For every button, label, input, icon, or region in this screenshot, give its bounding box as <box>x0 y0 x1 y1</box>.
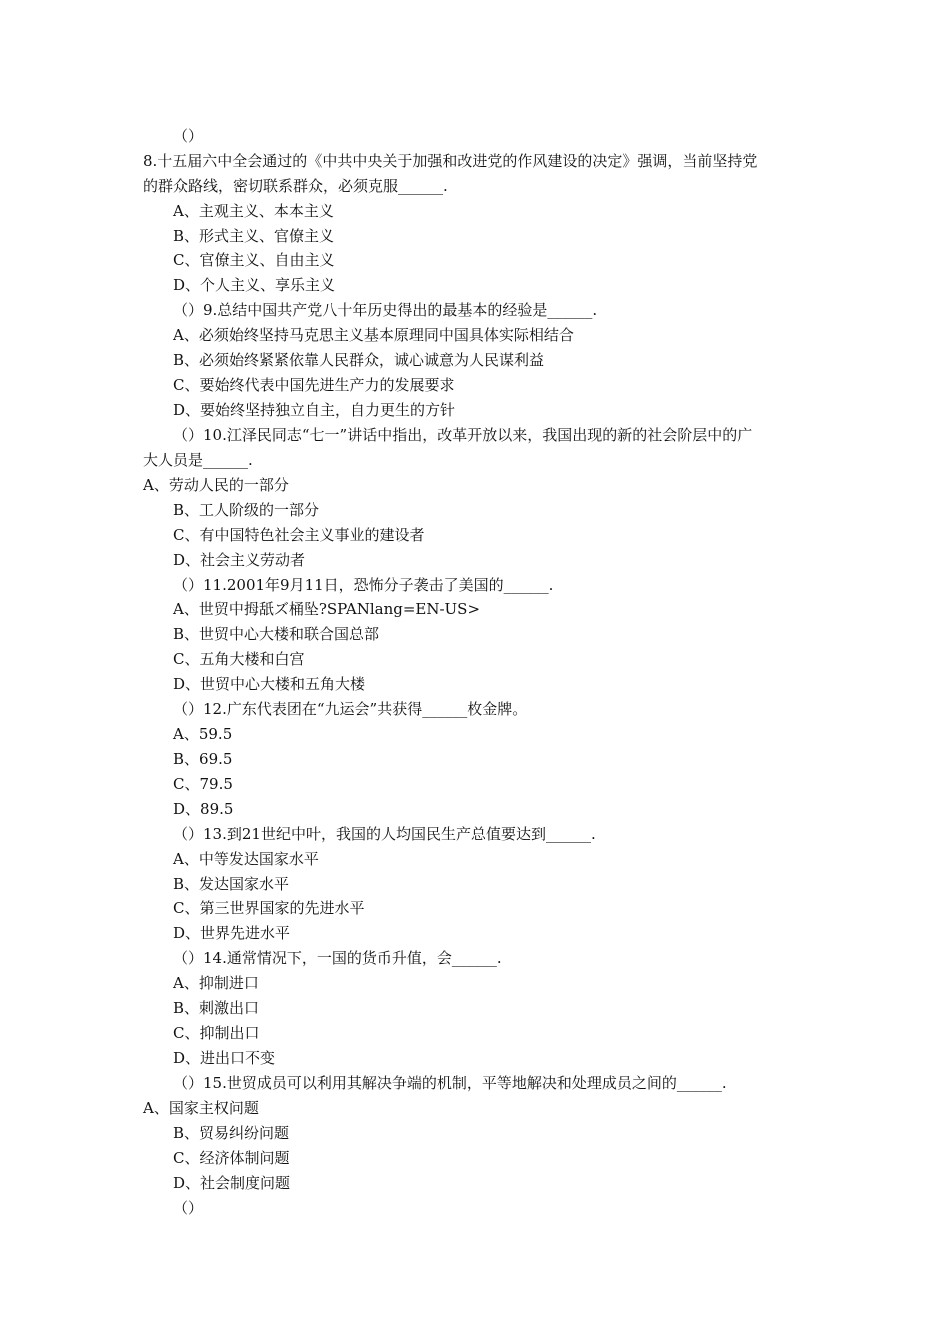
text-line: C、五角大楼和白宫 <box>173 650 305 668</box>
text-line: B、69.5 <box>173 750 233 768</box>
text-line: D、社会主义劳动者 <box>173 551 306 569</box>
text-line: C、要始终代表中国先进生产力的发展要求 <box>173 376 455 394</box>
text-line: B、发达国家水平 <box>173 875 290 893</box>
text-line: （） <box>173 127 204 145</box>
text-line: C、有中国特色社会主义事业的建设者 <box>173 526 425 544</box>
text-line: A、59.5 <box>173 725 233 743</box>
text-line: （）15.世贸成员可以利用其解决争端的机制，平等地解决和处理成员之间的______. <box>173 1074 727 1092</box>
text-line: 大人员是______. <box>143 451 253 469</box>
text-line: A、必须始终坚持马克思主义基本原理同中国具体实际相结合 <box>173 326 574 344</box>
text-line: A、抑制进口 <box>173 974 259 992</box>
text-line: C、第三世界国家的先进水平 <box>173 899 365 917</box>
text-line: 8.十五届六中全会通过的《中共中央关于加强和改进党的作风建设的决定》强调，当前坚持党 <box>143 152 758 170</box>
text-line: D、要始终坚持独立自主，自力更生的方针 <box>173 401 456 419</box>
text-line: C、抑制出口 <box>173 1024 260 1042</box>
text-line: B、形式主义、官僚主义 <box>173 227 335 245</box>
text-line: D、世贸中心大楼和五角大楼 <box>173 675 366 693</box>
text-line: A、主观主义、本本主义 <box>173 202 334 220</box>
text-line: A、世贸中拇舐ズ桶坠?SPANlang=EN-US> <box>173 600 481 618</box>
text-line: （）13.到21世纪中叶，我国的人均国民生产总值要达到______. <box>173 825 596 843</box>
text-line: （） <box>173 1199 204 1217</box>
text-line: B、世贸中心大楼和联合国总部 <box>173 625 380 643</box>
text-line: C、经济体制问题 <box>173 1149 290 1167</box>
text-line: A、劳动人民的一部分 <box>143 476 289 494</box>
text-line: （）10.江泽民同志“七一”讲话中指出，改革开放以来，我国出现的新的社会阶层中的广 <box>173 426 753 444</box>
text-line: B、刺激出口 <box>173 999 260 1017</box>
text-line: D、社会制度问题 <box>173 1174 291 1192</box>
text-line: D、89.5 <box>173 800 234 818</box>
text-line: B、工人阶级的一部分 <box>173 501 320 519</box>
text-line: （）11.2001年9月11日，恐怖分子袭击了美国的______. <box>173 576 554 594</box>
text-line: D、个人主义、享乐主义 <box>173 276 336 294</box>
text-line: （）14.通常情况下，一国的货币升值，会______. <box>173 949 502 967</box>
text-line: （）9.总结中国共产党八十年历史得出的最基本的经验是______. <box>173 301 598 319</box>
text-line: D、世界先进水平 <box>173 924 291 942</box>
text-line: D、进出口不变 <box>173 1049 276 1067</box>
text-line: 的群众路线，密切联系群众，必须克服______. <box>143 177 448 195</box>
text-line: B、贸易纠纷问题 <box>173 1124 290 1142</box>
text-line: （）12.广东代表团在“九运会”共获得______枚金牌。 <box>173 700 528 718</box>
text-line: B、必须始终紧紧依靠人民群众，诚心诚意为人民谋利益 <box>173 351 545 369</box>
text-line: A、国家主权问题 <box>143 1099 259 1117</box>
text-line: C、官僚主义、自由主义 <box>173 251 335 269</box>
text-line: A、中等发达国家水平 <box>173 850 319 868</box>
text-line: C、79.5 <box>173 775 233 793</box>
